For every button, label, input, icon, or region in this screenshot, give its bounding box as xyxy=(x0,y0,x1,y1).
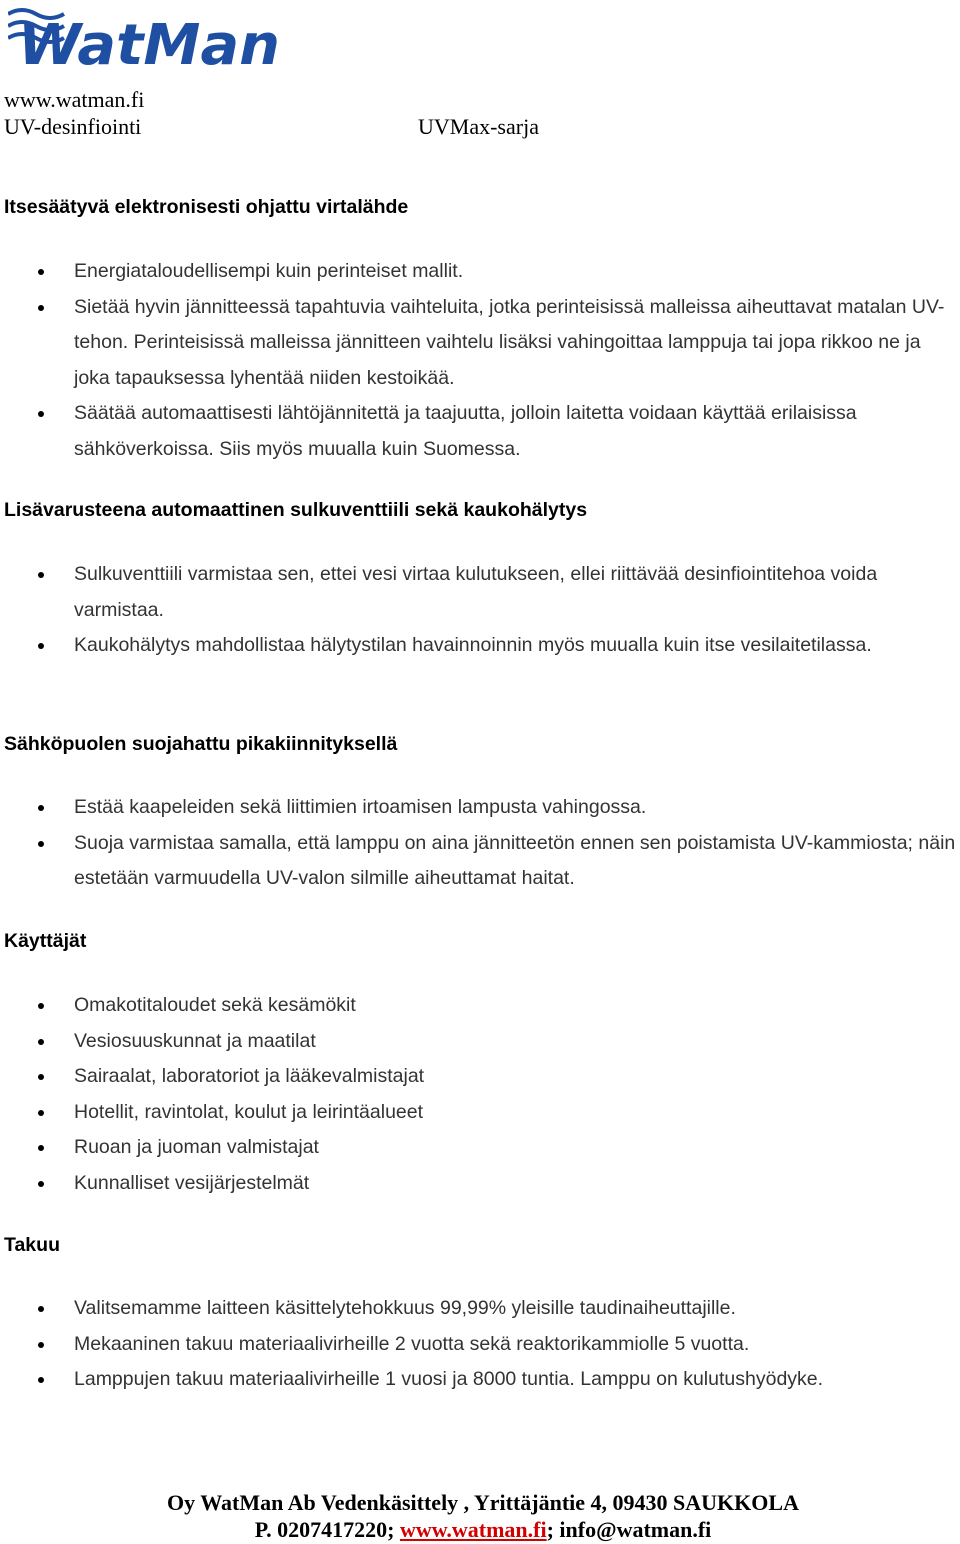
logo-text: WatMan xyxy=(18,13,280,76)
list-item: Vesiosuuskunnat ja maatilat xyxy=(0,1024,960,1060)
bullet-list-warranty xyxy=(0,1291,960,1398)
section-heading-protective-cap: Sähköpuolen suojahattu pikakiinnityksellä xyxy=(4,733,398,755)
list-item: Sietää hyvin jännitteessä tapahtuvia vaihteluita, jotka perinteisissä malleissa aiheuttavat matalan UV-tehon. Perinteisissä malleissa jännitteen vaihtelu lisäksi vahingoittaa lamppuja tai jopa rikkoo ne ja joka tapauksessa lyhentää niiden kestoikää. xyxy=(0,290,960,397)
bullet-icon xyxy=(38,805,44,811)
section-heading-accessories: Lisävarusteena automaattinen sulkuventtiili sekä kaukohälytys xyxy=(4,499,588,521)
section-heading-users: Käyttäjät xyxy=(4,930,87,952)
bullet-icon xyxy=(38,1110,44,1116)
list-item: Valitsemamme laitteen käsittelytehokkuus 99,99% yleisille taudinaiheuttajille. xyxy=(0,1291,960,1327)
bullet-list-accessories xyxy=(0,557,960,664)
section-heading-warranty: Takuu xyxy=(4,1234,60,1256)
list-item: Kunnalliset vesijärjestelmät xyxy=(0,1166,960,1202)
bullet-icon xyxy=(38,1039,44,1045)
bullet-icon xyxy=(38,305,44,311)
list-item: Lamppujen takuu materiaalivirheille 1 vuosi ja 8000 tuntia. Lamppu on kulutushyödyke. xyxy=(0,1362,960,1398)
header-series: UVMax-sarja xyxy=(418,114,539,139)
section-heading-power-supply: Itsesäätyvä elektronisesti ohjattu virtalähde xyxy=(4,196,409,218)
footer-website-link[interactable]: www.watman.fi xyxy=(399,1517,547,1542)
bullet-icon xyxy=(38,1342,44,1348)
bullet-list-protective-cap xyxy=(0,790,960,897)
footer-email: ; info@watman.fi xyxy=(546,1517,712,1542)
bullet-icon xyxy=(38,841,44,847)
list-item: Hotellit, ravintolat, koulut ja leirintäalueet xyxy=(0,1095,960,1131)
list-item: Suoja varmistaa samalla, että lamppu on aina jännitteetön ennen sen poistamista UV-kammiosta; näin estetään varmuudella UV-valon silmille aiheuttamat haitat. xyxy=(0,826,960,897)
list-item: Ruoan ja juoman valmistajat xyxy=(0,1130,960,1166)
list-item: Mekaaninen takuu materiaalivirheille 2 vuotta sekä reaktorikammiolle 5 vuotta. xyxy=(0,1327,960,1363)
bullet-icon xyxy=(38,1003,44,1009)
list-item: Sairaalat, laboratoriot ja lääkevalmistajat xyxy=(0,1059,960,1095)
list-item: Säätää automaattisesti lähtöjännitettä ja taajuutta, jolloin laitetta voidaan käyttää erilaisissa sähköverkoissa. Siis myös muualla kuin Suomessa. xyxy=(0,396,960,467)
bullet-icon xyxy=(38,269,44,275)
footer-contact xyxy=(0,1517,960,1543)
footer-address: Oy WatMan Ab Vedenkäsittely , Yrittäjäntie 4, 09430 SAUKKOLA xyxy=(167,1490,799,1515)
list-item: Omakotitaloudet sekä kesämökit xyxy=(0,988,960,1024)
list-item: Sulkuventtiili varmistaa sen, ettei vesi virtaa kulutukseen, ellei riittävää desinfiointitehoa voida varmistaa. xyxy=(0,557,960,628)
list-item: Kaukohälytys mahdollistaa hälytystilan havainnoinnin myös muualla kuin itse vesilaitetilassa. xyxy=(0,628,960,664)
bullet-icon xyxy=(38,1145,44,1151)
bullet-icon xyxy=(38,643,44,649)
bullet-icon xyxy=(38,1306,44,1312)
bullet-icon xyxy=(38,1181,44,1187)
list-item: Estää kaapeleiden sekä liittimien irtoamisen lampusta vahingossa. xyxy=(0,790,960,826)
header-url: www.watman.fi xyxy=(4,87,145,112)
bullet-icon xyxy=(38,572,44,578)
bullet-icon xyxy=(38,1074,44,1080)
header-category: UV-desinfiointi xyxy=(4,114,142,139)
footer-phone: P. 0207417220; xyxy=(254,1517,395,1542)
list-item: Energiataloudellisempi kuin perinteiset mallit. xyxy=(0,254,960,290)
watman-logo xyxy=(8,6,284,76)
bullet-icon xyxy=(38,411,44,417)
bullet-list-users xyxy=(0,988,960,1201)
bullet-icon xyxy=(38,1377,44,1383)
bullet-list-power-supply xyxy=(0,254,960,467)
